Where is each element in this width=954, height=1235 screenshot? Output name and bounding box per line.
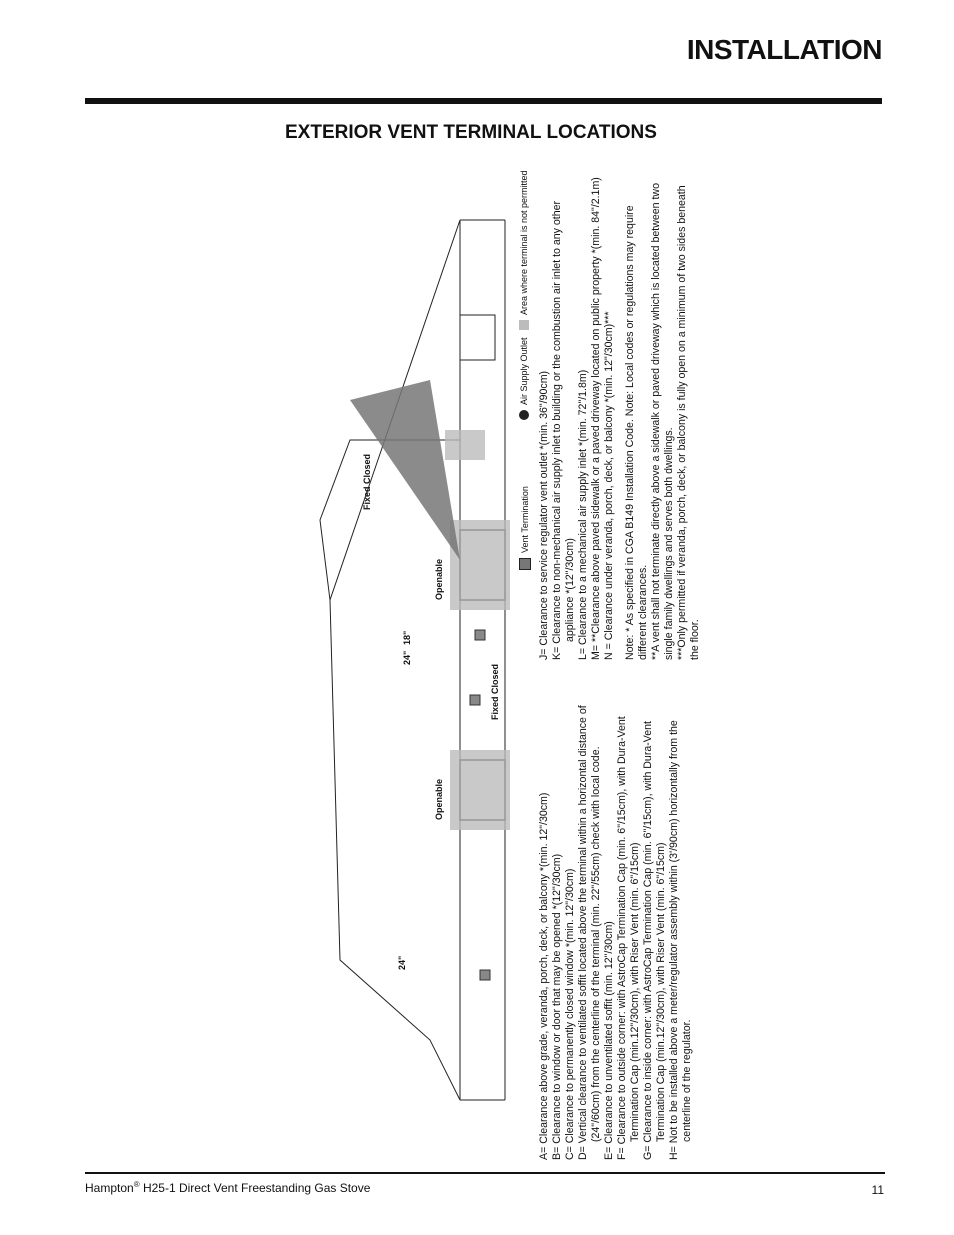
page-number: 11 — [871, 1183, 884, 1197]
legend-air-supply: Air Supply Outlet — [519, 337, 529, 420]
vent-termination-icon — [519, 558, 531, 570]
label-openable-1: Openable — [434, 778, 444, 820]
footer-rule — [85, 1172, 885, 1174]
label-dim-24b: 24" — [402, 650, 412, 665]
note-3: ***Only permitted if veranda, porch, deck, or balcony is fully open on a minimum of two sides beneath the floor. — [676, 185, 701, 660]
clearance-c: C= Clearance to permanently closed window *(min. 12"/30cm) — [564, 868, 576, 1160]
legend-vent-termination: Vent Termination — [519, 486, 531, 570]
section-title: EXTERIOR VENT TERMINAL LOCATIONS — [285, 122, 657, 143]
air-supply-icon — [519, 410, 529, 420]
clearance-d: D= Vertical clearance to ventilated soffit located above the terminal within a horizontal distance of (24"/60cm) from the centerline of the terminal (min. 22"/55cm) check with local code. — [577, 705, 602, 1160]
legend-not-permitted: Area where terminal is not permitted — [519, 170, 529, 330]
footer-product: Hampton® H25-1 Direct Vent Freestanding Gas Stove — [85, 1180, 371, 1195]
clearance-n: N = Clearance under veranda, porch, deck, or balcony *(min. 12"/30cm)*** — [603, 311, 615, 660]
label-fixed-closed-1: Fixed Closed — [490, 663, 500, 720]
clearance-text — [538, 160, 701, 1160]
clearance-g: G= Clearance to inside corner: with AstroCap Termination Cap (min. 6"/15cm), with Dura-Vent Termination Cap (min.12"/30cm), with Riser Vent (min. 6"/15cm) — [642, 721, 667, 1160]
clearance-b: B= Clearance to window or door that may be opened *(12"/30cm) — [551, 853, 563, 1160]
note-2: **A vent shall not terminate directly above a sidewalk or paved driveway which is located between two single family dwellings and serves both dwellings. — [650, 183, 675, 660]
legend — [513, 160, 537, 1160]
clearance-m: M= **Clearance above paved sidewalk or a paved driveway located on public property *(min. 84"/2.1m) — [590, 177, 602, 660]
label-fixed-closed-2: Fixed Closed — [362, 453, 372, 510]
top-rule — [85, 98, 882, 104]
clearance-e: E= Clearance to unventilated soffit (min. 12"/30cm) — [603, 921, 615, 1160]
house-diagram — [310, 160, 510, 1160]
clearance-f: F= Clearance to outside corner: with AstroCap Termination Cap (min. 6"/15cm), with Dura-Vent Termination Cap (min.12"/30cm), with Riser Vent (min. 6"/15cm) — [616, 716, 641, 1160]
clearance-l: L= Clearance to a mechanical air supply inlet *(min. 72"/1.8m) — [577, 369, 589, 660]
label-dim-24a: 24" — [397, 955, 407, 970]
clearances-left — [538, 680, 694, 1160]
clearance-a: A= Clearance above grade, veranda, porch, deck, or balcony *(min. 12"/30cm) — [538, 792, 550, 1160]
clearance-j: J= Clearance to service regulator vent outlet *(min. 36"/90cm) — [538, 370, 550, 660]
note-1: Note: * As specified in CGA B149 Installation Code. Note: Local codes or regulations may require different clearances. — [624, 205, 649, 660]
clearance-k: K= Clearance to non-mechanical air supply inlet to building or the combustion air inlet to any other appliance *(12"/30cm) — [551, 200, 576, 660]
label-dim-18: 18" — [402, 630, 412, 645]
clearances-right — [538, 170, 702, 660]
not-permitted-swatch — [519, 320, 529, 330]
label-openable-2: Openable — [434, 558, 444, 600]
page-title: INSTALLATION — [686, 34, 882, 65]
clearance-h: H= Not to be installed above a meter/regulator assembly within (3'/90cm) horizontally from the centerline of the regulator. — [668, 720, 693, 1160]
rotated-content — [310, 160, 701, 1160]
